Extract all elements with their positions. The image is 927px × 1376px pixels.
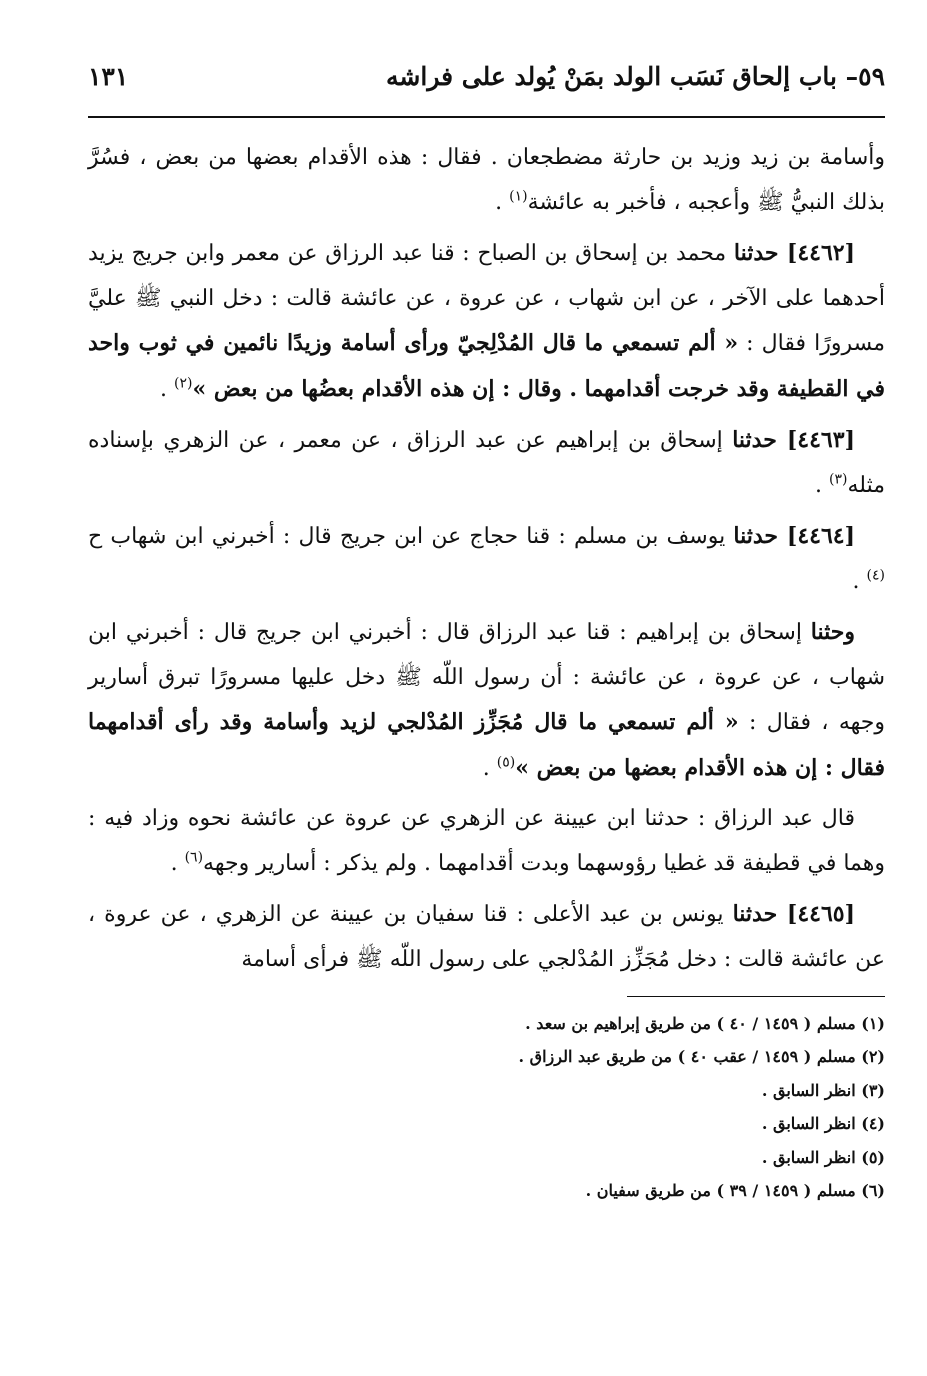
- footnote-ref: (٤): [866, 567, 885, 584]
- hadith-quote: « ألم تسمعي ما قال المُدْلِجيّ ورأى أسامة وزيدًا نائمين في ثوب واحد في القطيفة وقد خرجت أقدامهما . وقال : إن هذه الأقدام بعضُها من بعض »: [88, 330, 885, 402]
- footnote: (٢) مسلم ( ١٤٥٩ / عقب ٤٠ ) من طريق عبد الرزاق .: [518, 1047, 885, 1067]
- hadith-number: [٤٤٦٢] حدثنا: [733, 240, 855, 266]
- paragraph-end: .: [482, 755, 497, 781]
- paragraph-end: .: [159, 376, 174, 402]
- footnote-ref: (٣): [829, 471, 848, 488]
- hadith-number: [٤٤٦٣] حدثنا: [732, 427, 855, 453]
- hadith-4464-second-isnad: [88, 610, 885, 791]
- paragraph-text: وأسامة بن زيد وزيد بن حارثة مضطجعان . فقال : هذه الأقدام بعضها من بعض ، فسُرَّ بذلك النبيُّ ﷺ وأعجبه ، فأخبر به عائشة: [88, 145, 885, 215]
- paragraph-end: .: [170, 850, 185, 876]
- abd-al-razzaq-note: [88, 797, 885, 886]
- hadith-number: وحثنا: [810, 619, 855, 645]
- hadith-4463: [88, 418, 885, 508]
- isnad-text: يوسف بن مسلم : قنا حجاج عن ابن جريج قال : أخبرني ابن شهاب ح: [88, 524, 734, 549]
- hadith-number: [٤٤٦٤] حدثنا: [733, 523, 855, 549]
- footnote-ref: (٦): [184, 849, 204, 866]
- isnad-text: محمد بن إسحاق بن الصباح : قنا عبد الرزاق عن معمر وابن جريج يزيد أحدهما على الآخر ، عن ابن شهاب ، عن عروة ، عن عائشة قالت : دخل النبي ﷺ عليَّ مسرورًا فقال :: [88, 241, 886, 356]
- isnad-text: إسحاق بن إبراهيم : قنا عبد الرزاق قال : أخبرني ابن جريج قال : أخبرني ابن شهاب ، عن عروة ، عن عائشة : أن رسول اللّه ﷺ دخل عليها مسرورًا تبرق أسارير وجهه ، فقال :: [88, 620, 886, 735]
- hadith-4462: [88, 231, 885, 412]
- isnad-text: إسحاق بن إبراهيم عن عبد الرزاق ، عن معمر ، عن الزهري بإسناده مثله: [88, 428, 885, 498]
- footnote: (٤) انظر السابق .: [761, 1114, 885, 1134]
- footnote: (٦) مسلم ( ١٤٥٩ / ٣٩ ) من طريق سفيان .: [585, 1181, 885, 1201]
- main-text: [88, 136, 885, 1207]
- paragraph-end: .: [495, 189, 510, 215]
- paragraph-text: قال عبد الرزاق : حدثنا ابن عيينة عن الزهري عن عروة عن عائشة نحوه وزاد فيه : وهما في قطيفة قد غطيا رؤوسهما وبدت أقدامهما . ولم يذكر : أسارير وجهه: [88, 806, 885, 876]
- hadith-quote: « ألم تسمعي ما قال مُجَزِّز المُدْلجي لزيد وأسامة وقد رأى أقدامهما فقال : إن هذه الأقدام بعضها من بعض »: [88, 709, 885, 781]
- paragraph-continuation: [88, 136, 885, 225]
- footnote-ref: (١): [509, 188, 528, 205]
- footnote: (٥) انظر السابق .: [761, 1147, 885, 1167]
- isnad-text: يونس بن عبد الأعلى : قنا سفيان بن عيينة عن الزهري ، عن عروة ، عن عائشة قالت : دخل مُجَزِّز المُدْلجي على رسول اللّه ﷺ فرأى أسامة: [88, 902, 885, 972]
- chapter-title: ٥٩– باب إلحاق نَسَب الولد بمَنْ يُولد على فراشه: [386, 62, 885, 91]
- paragraph-end: .: [852, 568, 867, 594]
- paragraph-end: .: [815, 472, 830, 498]
- footnote-separator: [627, 996, 885, 997]
- footnotes: [88, 1007, 885, 1207]
- page-header: [88, 62, 885, 102]
- hadith-4465: [88, 892, 885, 982]
- footnote-ref: (٥): [496, 754, 516, 771]
- footnote: (١) مسلم ( ١٤٥٩ / ٤٠ ) من طريق إبراهيم بن سعد .: [525, 1014, 885, 1033]
- footnote-ref: (٢): [173, 375, 193, 392]
- footnote: (٣) انظر السابق .: [761, 1080, 885, 1100]
- header-rule: [88, 116, 885, 118]
- hadith-number: [٤٤٦٥] حدثنا: [732, 901, 856, 927]
- hadith-4464: [88, 514, 885, 604]
- page-number: ١٣١: [88, 62, 129, 91]
